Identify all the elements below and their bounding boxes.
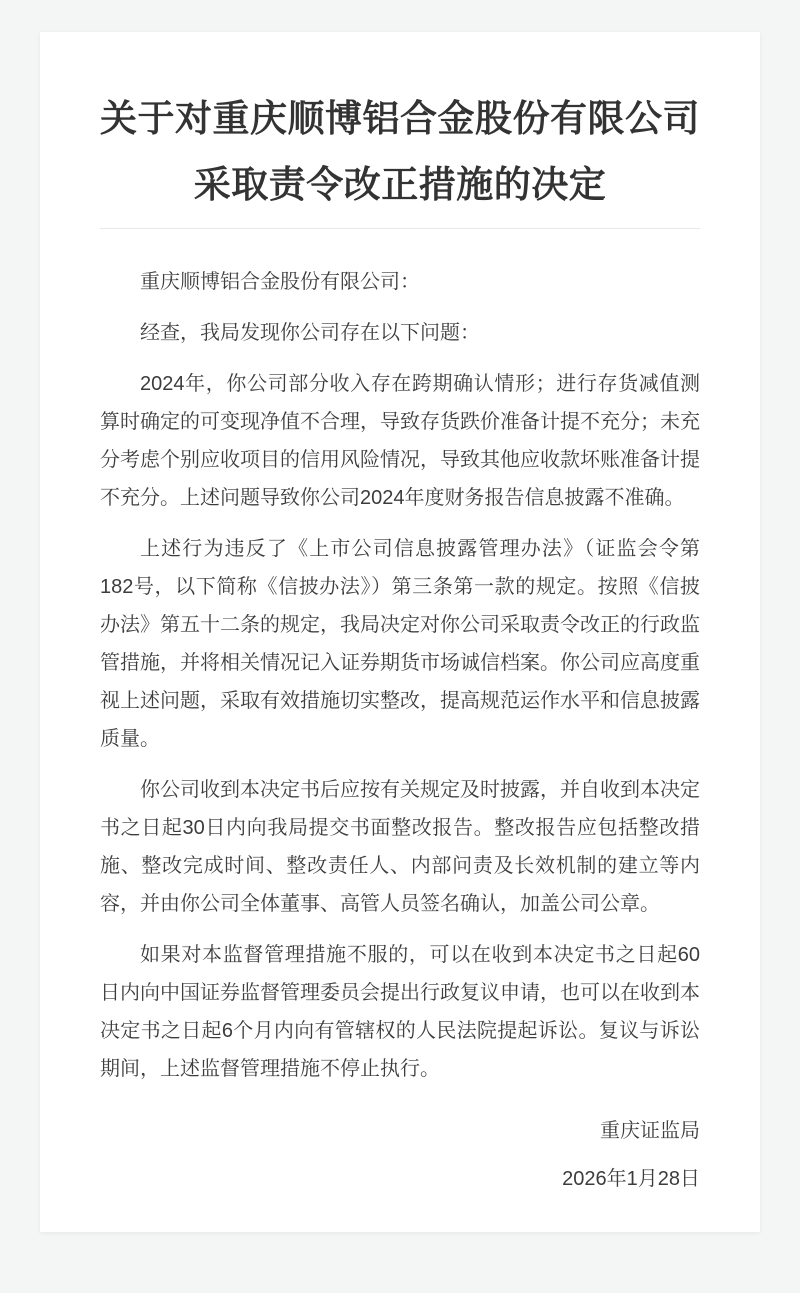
document-card xyxy=(40,32,760,1232)
document-body xyxy=(100,263,700,1088)
title-divider xyxy=(100,228,700,229)
decision-paragraph: 上述行为违反了《上市公司信息披露管理办法》（证监会令第182号，以下简称《信披办法》）第三条第一款的规定。按照《信披办法》第五十二条的规定，我局决定对你公司采取责令改正的行政监管措施，并将相关情况记入证券期货市场诚信档案。你公司应高度重视上述问题，采取有效措施切实整改，提高规范运作水平和信息披露质量。 xyxy=(100,538,700,750)
findings-paragraph: 2024年，你公司部分收入存在跨期确认情形；进行存货减值测算时确定的可变现净值不合理，导致存货跌价准备计提不充分；未充分考虑个别应收项目的信用风险情况，导致其他应收款坏账准备计提不充分。上述问题导致你公司2024年度财务报告信息披露不准确。 xyxy=(100,373,700,509)
appeal-rights-paragraph: 如果对本监督管理措施不服的，可以在收到本决定书之日起60日内向中国证券监督管理委员会提出行政复议申请，也可以在收到本决定书之日起6个月内向有管辖权的人民法院提起诉讼。复议与诉讼期间，上述监督管理措施不停止执行。 xyxy=(100,944,700,1080)
rectification-report-paragraph: 你公司收到本决定书后应按有关规定及时披露，并自收到本决定书之日起30日内向我局提交书面整改报告。整改报告应包括整改措施、整改完成时间、整改责任人、内部问责及长效机制的建立等内容，并由你公司全体董事、高管人员签名确认，加盖公司公章。 xyxy=(100,779,700,915)
intro-paragraph: 经查，我局发现你公司存在以下问题： xyxy=(140,322,480,344)
issue-date: 2026年1月28日 xyxy=(562,1168,700,1190)
salutation-paragraph: 重庆顺博铝合金股份有限公司： xyxy=(140,271,420,293)
document-title xyxy=(100,86,700,218)
issuer-signature: 重庆证监局 xyxy=(600,1120,700,1142)
page-background xyxy=(0,32,800,1293)
title-line-1: 关于对重庆顺博铝合金股份有限公司 xyxy=(100,98,700,139)
title-line-2: 采取责令改正措施的决定 xyxy=(193,164,607,205)
